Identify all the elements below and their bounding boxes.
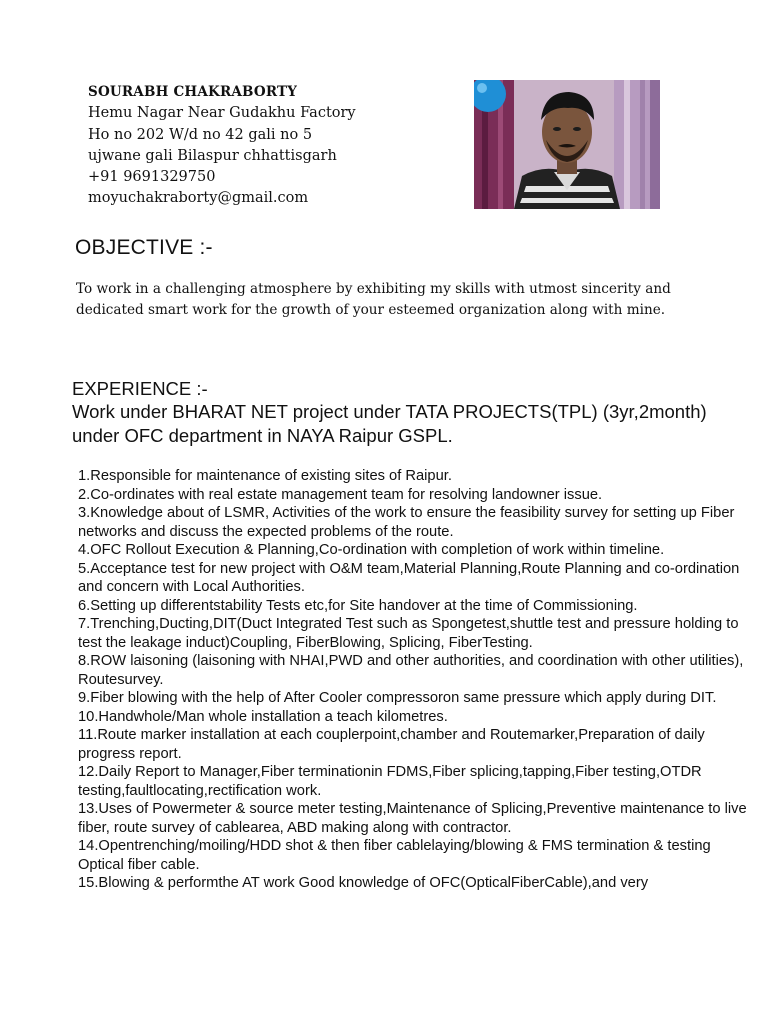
duties-list xyxy=(78,467,748,893)
duty-item: 2.Co-ordinates with real estate management team for resolving landowner issue. xyxy=(78,486,603,503)
duty-item: 4.OFC Rollout Execution & Planning,Co-ordination with completion of work within timeline. xyxy=(78,542,665,558)
duty-item: 10.Handwhole/Man whole installation a teach kilometres. xyxy=(78,708,448,725)
contact-block xyxy=(88,82,458,210)
experience-subheading: Work under BHARAT NET project under TATA PROJECTS(TPL) (3yr,2month) under OFC department in NAYA Raipur GSPL. xyxy=(72,401,707,446)
duty-item: 7.Trenching,Ducting,DIT(Duct Integrated Test such as Spongetest,shuttle test and pressure holding to test the leakage induct)Coupling, FiberBlowing, Splicing, FiberTesting. xyxy=(78,616,739,651)
address-line-3: ujwane gali Bilaspur chhattisgarh xyxy=(88,147,337,164)
phone-number: +91 9691329750 xyxy=(88,169,216,186)
duty-item: 11.Route marker installation at each couplerpoint,chamber and Routemarker,Preparation of daily progress report. xyxy=(78,727,705,762)
duty-item: 14.Opentrenching/moiling/HDD shot & then fiber cablelaying/blowing & FMS termination & testing Optical fiber cable. xyxy=(78,838,711,873)
duty-item: 12.Daily Report to Manager,Fiber terminationin FDMS,Fiber splicing,tapping,Fiber testing,OTDR testing,faultlocating,rectification work. xyxy=(78,764,702,799)
duty-item: 15.Blowing & performthe AT work Good knowledge of OFC(OpticalFiberCable),and very xyxy=(78,875,649,891)
duty-item: 3.Knowledge about of LSMR, Activities of the work to ensure the feasibility survey for setting up Fiber networks and discuss the expected problems of the route. xyxy=(78,505,735,540)
duty-item: 1.Responsible for maintenance of existing sites of Raipur. xyxy=(78,468,452,484)
profile-photo-icon xyxy=(474,80,660,209)
email-address: moyuchakraborty@gmail.com xyxy=(88,190,309,207)
duty-item: 9.Fiber blowing with the help of After Cooler compressoron same pressure which apply during DIT. xyxy=(78,690,717,706)
objective-text: To work in a challenging atmosphere by exhibiting my skills with utmost sincerity and dedicated smart work for the growth of your esteemed organization along with mine. xyxy=(76,281,671,319)
experience-heading: EXPERIENCE :- xyxy=(72,378,208,399)
profile-photo xyxy=(474,80,660,209)
address-line-2: Ho no 202 W/d no 42 gali no 5 xyxy=(88,126,313,143)
duty-item: 5.Acceptance test for new project with O&M team,Material Planning,Route Planning and co-ordination and concern with Local Authorities. xyxy=(78,560,740,595)
candidate-name: SOURABH CHAKRABORTY xyxy=(88,84,298,100)
objective-heading: OBJECTIVE :- xyxy=(75,236,213,259)
duty-item: 13.Uses of Powermeter & source meter testing,Maintenance of Splicing,Preventive maintenance to live fiber, route survey of cablearea, ABD making along with contractor. xyxy=(78,801,747,836)
duty-item: 8.ROW laisoning (laisoning with NHAI,PWD and other authorities, and coordination with other utilities), Routesurvey. xyxy=(78,653,744,688)
duty-item: 6.Setting up differentstability Tests etc,for Site handover at the time of Commissioning. xyxy=(78,597,638,614)
address-line-1: Hemu Nagar Near Gudakhu Factory xyxy=(88,105,356,122)
